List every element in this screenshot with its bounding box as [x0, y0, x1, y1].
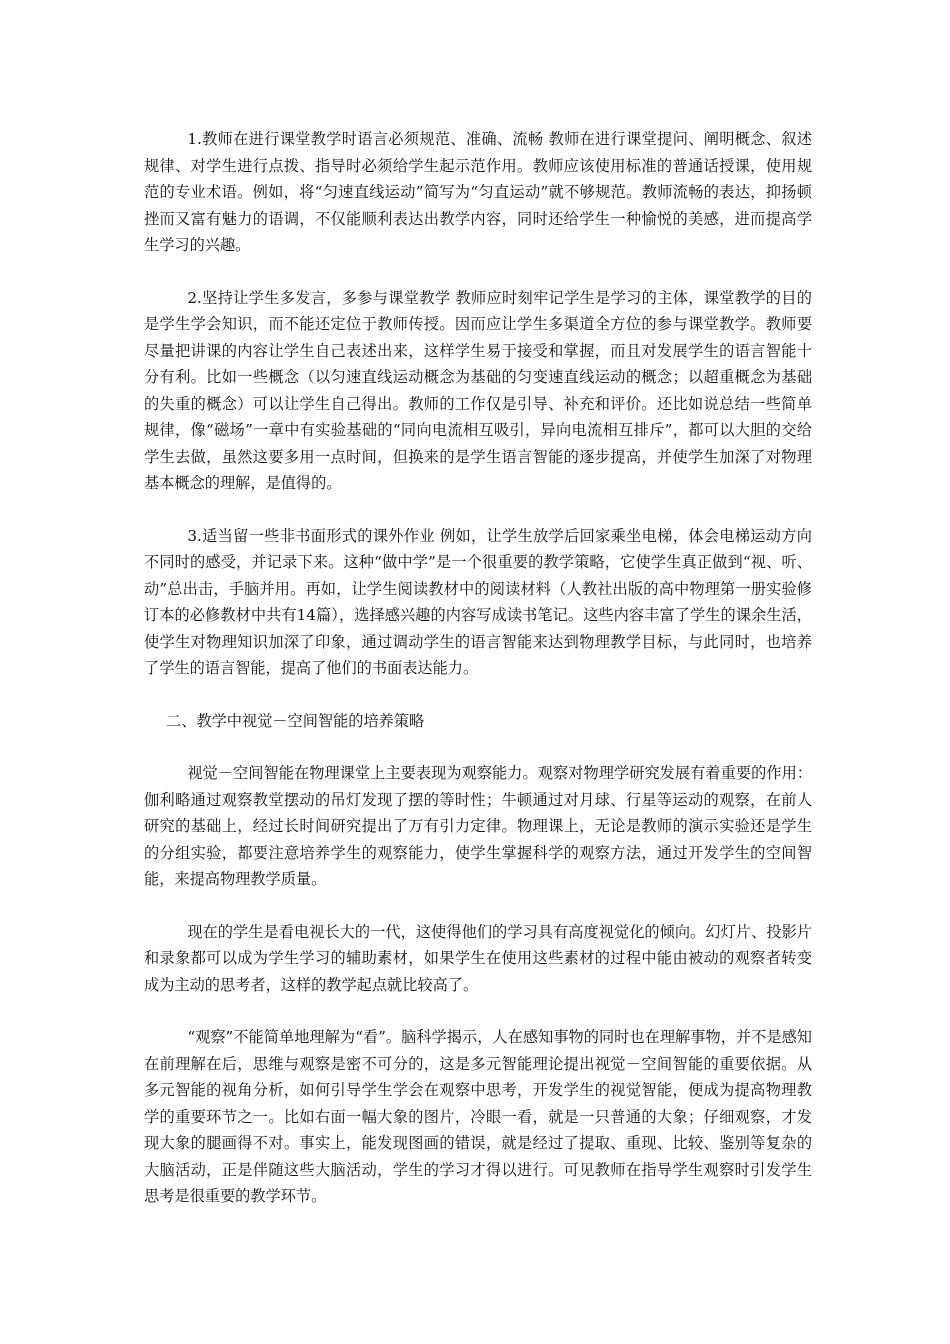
paragraph-homework: 3.适当留一些非书面形式的课外作业 例如，让学生放学后回家乘坐电梯，体会电梯运动方向不同时的感受，并记录下来。这种“做中学”是一个很重要的教学策略，它使学生真正做到“视、听、动”总出击，手脑并用。再如，让学生阅读教材中的阅读材料（人教社出版的高中物理第一册实验修订本的必修教材中共有14篇），选择感兴趣的内容写成读书笔记。这些内容丰富了学生的课余生活，使学生对物理知识加深了印象，通过调动学生的语言智能来达到物理教学目标，与此同时，也培养了学生的语言智能，提高了他们的书面表达能力。: [144, 526, 812, 677]
paragraph-tv-generation: 现在的学生是看电视长大的一代，这使得他们的学习具有高度视觉化的倾向。幻灯片、投影片和录象都可以成为学生学习的辅助素材，如果学生在使用这些素材的过程中能由被动的观察者转变成为主动的思考者，这样的教学起点就比较高了。: [144, 922, 812, 994]
paragraph-student-participation: 2.坚持让学生多发言，多参与课堂教学 教师应时刻牢记学生是学习的主体，课堂教学的目的是学生学会知识，而不能还定位于教师传授。因而应让学生多渠道全方位的参与课堂教学。教师要尽量把讲课的内容让学生自己表述出来，这样学生易于接受和掌握，而且对发展学生的语言智能十分有利。比如一些概念（以匀速直线运动概念为基础的匀变速直线运动的概念；以超重概念为基础的失重的概念）可以让学生自己得出。教师的工作仅是引导、补充和评价。还比如说总结一些简单规律，像“磁场”一章中有实验基础的“同向电流相互吸引，异向电流相互排斥”，都可以大胆的交给学生去做，虽然这要多用一点时间，但换来的是学生语言智能的逐步提高，并使学生加深了对物理基本概念的理解，是值得的。: [144, 288, 812, 492]
document-body: [144, 126, 812, 1236]
paragraph-language-standard: 1.教师在进行课堂教学时语言必须规范、准确、流畅 教师在进行课堂提问、阐明概念、叙述规律、对学生进行点拨、指导时必须给学生起示范作用。教师应该使用标准的普通话授课，使用规范的专业术语。例如，将“匀速直线运动”简写为“匀直运动”就不够规范。教师流畅的表达，抑扬顿挫而又富有魅力的语调，不仅能顺利表达出教学内容，同时还给学生一种愉悦的美感，进而提高学生学习的兴趣。: [144, 130, 812, 254]
section-heading: 二、教学中视觉－空间智能的培养策略: [166, 711, 425, 730]
paragraph-observation: “观察”不能简单地理解为“看”。脑科学揭示，人在感知事物的同时也在理解事物，并不是感知在前理解在后，思维与观察是密不可分的，这是多元智能理论提出视觉－空间智能的重要依据。从多元智能的视角分析，如何引导学生学会在观察中思考，开发学生的视觉智能，便成为提高物理教学的重要环节之一。比如右面一幅大象的图片，冷眼一看，就是一只普通的大象；仔细观察，才发现大象的腿画得不对。事实上，能发现图画的错误，就是经过了提取、重现、比较、鉴别等复杂的大脑活动，正是伴随这些大脑活动，学生的学习才得以进行。可见教师在指导学生观察时引发学生思考是很重要的教学环节。: [144, 1028, 812, 1205]
paragraph-visual-spatial: 视觉－空间智能在物理课堂上主要表现为观察能力。观察对物理学研究发展有着重要的作用：伽利略通过观察教堂摆动的吊灯发现了摆的等时性；牛顿通过对月球、行星等运动的观察，在前人研究的基础上，经过长时间研究提出了万有引力定律。物理课上，无论是教师的演示实验还是学生的分组实验，都要注意培养学生的观察能力，使学生掌握科学的观察方法，通过开发学生的空间智能，来提高物理教学质量。: [144, 764, 812, 888]
